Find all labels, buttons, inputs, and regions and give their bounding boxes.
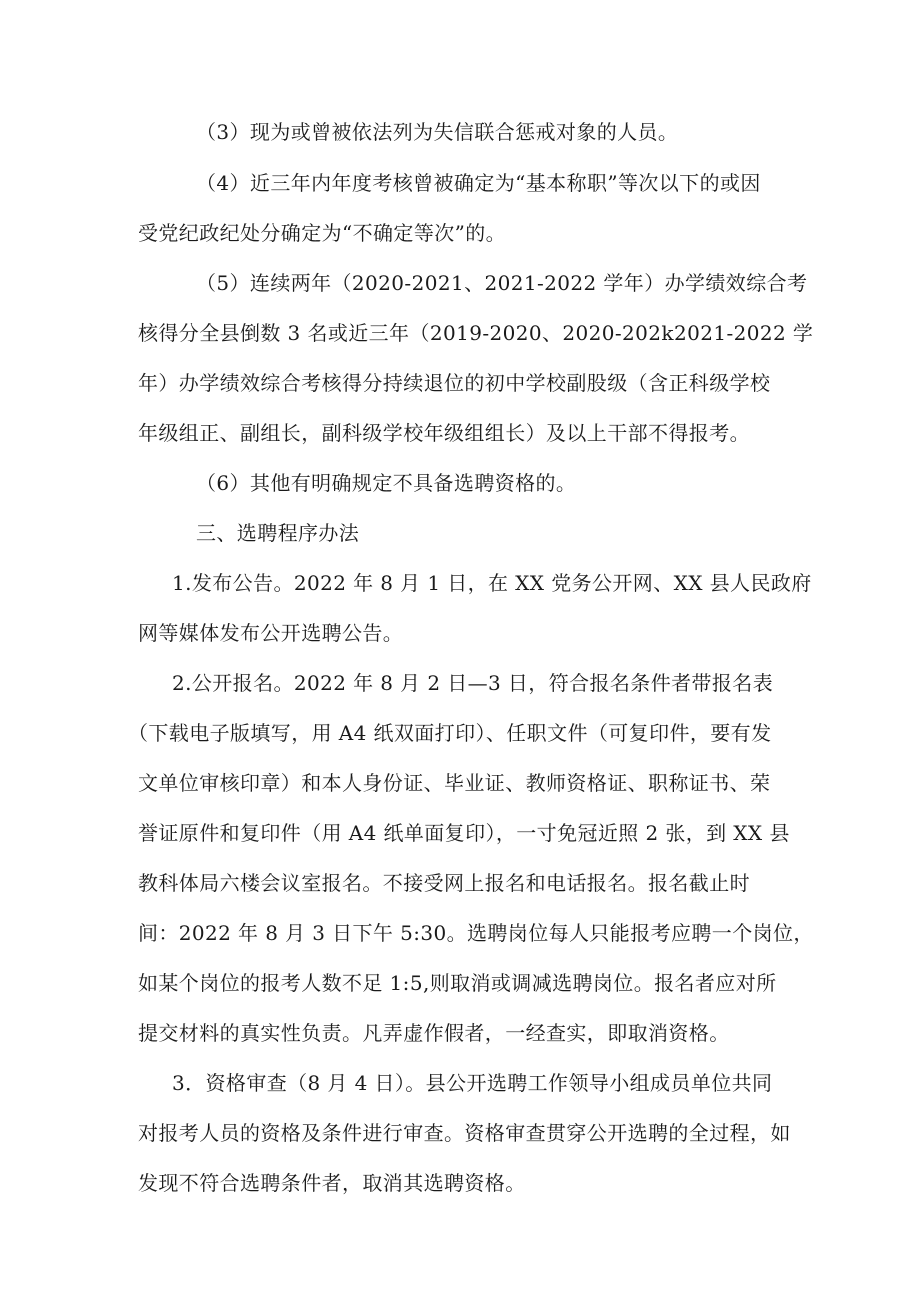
- text-line: （5）连续两年（2020-2021、2021-2022 学年）办学绩效综合考: [196, 271, 808, 295]
- text-line: 誉证原件和复印件（用 A4 纸单面复印），一寸免冠近照 2 张，到 XX 县: [138, 821, 790, 845]
- text-line: 对报考人员的资格及条件进行审查。资格审查贯穿公开选聘的全过程，如: [138, 1121, 791, 1145]
- text-line: 文单位审核印章）和本人身份证、毕业证、教师资格证、职称证书、荣: [138, 771, 771, 795]
- text-line: （3）现为或曾被依法列为失信联合惩戒对象的人员。: [196, 120, 679, 144]
- text-line: （下载电子版填写，用 A4 纸双面打印）、任职文件（可复印件，要有发: [128, 721, 772, 745]
- text-line: 核得分全县倒数 3 名或近三年（2019-2020、2020-202k2021-2022 学: [138, 321, 814, 345]
- text-line: 发现不符合选聘条件者，取消其选聘资格。: [138, 1171, 526, 1195]
- text-line: 年）办学绩效综合考核得分持续退位的初中学校副股级（含正科级学校: [138, 371, 771, 395]
- text-line: 受党纪政纪处分确定为“不确定等次”的。: [138, 221, 507, 245]
- text-line: 1.发布公告。2022 年 8 月 1 日，在 XX 党务公开网、XX 县人民政府: [172, 571, 812, 595]
- text-line: 网等媒体发布公开选聘公告。: [138, 621, 404, 645]
- text-line: 教科体局六楼会议室报名。不接受网上报名和电话报名。报名截止时: [138, 871, 750, 895]
- text-line: 如某个岗位的报考人数不足 1:5,则取消或调减选聘岗位。报名者应对所: [138, 971, 777, 995]
- text-line: （4）近三年内年度考核曾被确定为“基本称职”等次以下的或因: [196, 171, 761, 195]
- text-line: 年级组正、副组长，副科级学校年级组组长）及以上干部不得报考。: [138, 421, 750, 445]
- text-line: 提交材料的真实性负责。凡弄虚作假者，一经查实，即取消资格。: [138, 1021, 730, 1045]
- text-line: 间：2022 年 8 月 3 日下午 5:30。选聘岗位每人只能报考应聘一个岗位，: [138, 921, 814, 945]
- section-heading: 三、选聘程序办法: [196, 521, 360, 545]
- text-line: （6）其他有明确规定不具备选聘资格的。: [196, 471, 577, 495]
- text-line: 3．资格审查（8 月 4 日）。县公开选聘工作领导小组成员单位共同: [172, 1071, 773, 1095]
- text-line: 2.公开报名。2022 年 8 月 2 日—3 日，符合报名条件者带报名表: [172, 671, 774, 695]
